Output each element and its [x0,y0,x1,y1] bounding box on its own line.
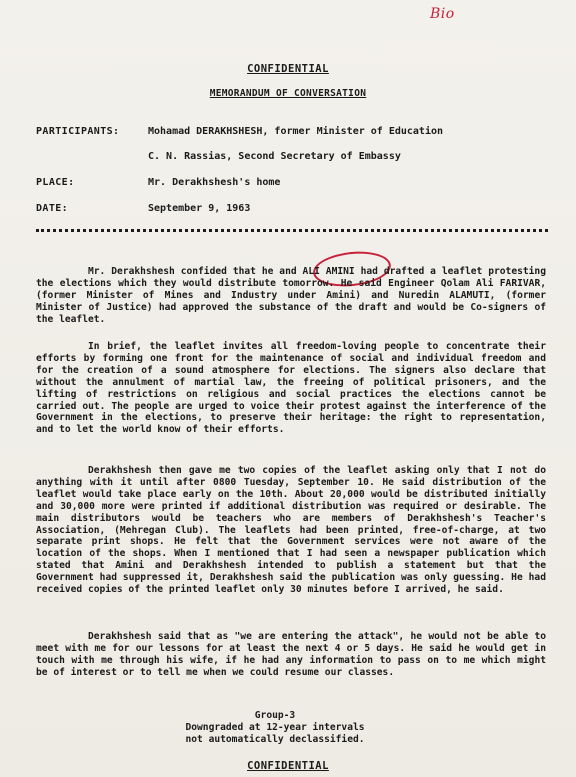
classification-footer: CONFIDENTIAL [247,760,329,772]
group-label: Group-3 [254,710,296,721]
paragraph-4: Derakhshesh said that as "we are entering the attack", he would not be able to meet with me for our lessons for at least the next 4 or 5 days. He said he would get in touch with me through his wife, if he had any information to pass on to me which might be of interest or to tell me when we could resume our classes. [36,631,546,678]
paragraph-2: In brief, the leaflet invites all freedom-loving people to concentrate their efforts by forming one front for the maintenance of social and individual freedom and for the creation of a sound atmosphere for elections. The signers also declare that without the annulment of martial law, the freeing of political prisoners, and the lifting of restrictions on religious and social practices the elections cannot be carried out. The people are urged to voice their protest against the interference of the Government in the elections, to preserve their heritage: the right to representation, and to let the world know of their efforts. [36,341,546,436]
participant-2: C. N. Rassias, Second Secretary of Embassy [148,151,401,162]
memo-title: MEMORANDUM OF CONVERSATION [209,88,367,99]
declass-text: not automatically declassified. [185,733,365,745]
place-value: Mr. Derakhshesh's home [148,177,281,188]
handwritten-annotation: Bio [430,6,455,22]
separator-line [36,229,548,236]
paragraph-3: Derakhshesh then gave me two copies of the leaflet asking only that I not do anything with it until after 0800 Tuesday, September 10. He said distribution of the leaflet would take place early on the 10th. About 20,000 would be distributed initially and 30,000 more were printed if additional distribution was required or desirable. The main distributors would be teachers who are members of Derakhshesh's Teacher's Association, (Mehregan Club). The leaflets had been printed, free-of-charge, at two separate print shops. He felt that the Government services were not aware of the location of the shops. When I mentioned that I had seen a newspaper publication which stated that Amini and Derakhshesh intended to publish a statement but that the Government had suppressed it, Derakhshesh said the publication was only guessing. He had received copies of the printed leaflet only 30 minutes before I arrived, he said. [36,465,546,596]
participant-1: Mohamad DERAKHSHESH, former Minister of Education [148,126,444,137]
declassification-note [170,710,380,746]
date-label: DATE: [36,203,69,214]
classification-header: CONFIDENTIAL [247,63,329,75]
downgrade-text: Downgraded at 12-year intervals [185,721,365,733]
date-value: September 9, 1963 [148,203,251,214]
paragraph-1: Mr. Derakhshesh confided that he and ALI AMINI had drafted a leaflet protesting the elections which they would distribute tomorrow. He said Engineer Qolam Ali FARIVAR, (former Minister of Mines and Industry under Amini) and Nuredin ALAMUTI, (former Minister of Justice) had approved the substance of the draft and would be Co-signers of the leaflet. [36,266,546,325]
participants-label: PARTICIPANTS: [36,126,120,137]
place-label: PLACE: [36,177,75,188]
